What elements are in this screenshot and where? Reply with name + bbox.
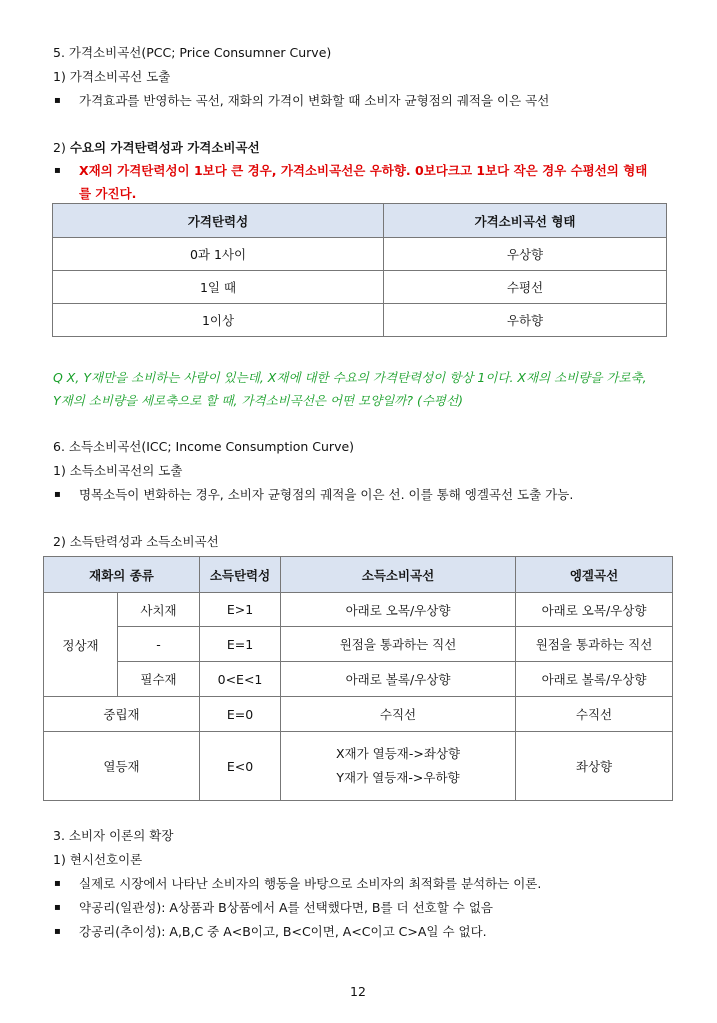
table-cell: E<0 [200,732,281,801]
bullet-icon: ▪ [54,165,61,176]
icc-line1: X재가 열등재->좌상향 [335,746,461,761]
table-row [44,697,673,732]
table-header: 엥겔곡선 [516,557,673,593]
income-elasticity-table [43,556,673,801]
table-cell: 수직선 [281,697,516,732]
table-cell [281,732,516,801]
table-cell: 필수재 [118,662,200,697]
section6-sub2: 2) 소득탄력성과 소득소비곡선 [53,534,219,549]
question-line1: Q X, Y재만을 소비하는 사람이 있는데, X재에 대한 수요의 가격탄력성이 항상 1이다. X재의 소비량을 가로축, [53,370,647,385]
icc-line2: Y재가 열등재->우하향 [336,770,460,785]
price-elasticity-table [52,203,667,337]
table-cell: 사치재 [118,593,200,627]
question-line2: Y재의 소비량을 세로축으로 할 때, 가격소비곡선은 어떤 모양일까? (수평선) [53,393,463,408]
table-cell: 원점을 통과하는 직선 [281,627,516,662]
page-number: 12 [350,984,366,999]
table-cell: 1이상 [53,304,384,337]
table-row [53,238,667,271]
section5-bullet2-line1: X재의 가격탄력성이 1보다 큰 경우, 가격소비곡선은 우하향. 0보다크고 1보다 작은 경우 수평선의 형태 [79,163,648,178]
table-cell: - [118,627,200,662]
section6-heading: 6. 소득소비곡선(ICC; Income Consumption Curve) [53,439,355,454]
table-cell: 열등재 [44,732,200,801]
table-row [53,271,667,304]
bullet-icon: ▪ [54,878,61,889]
table-row [44,593,673,627]
bullet-icon: ▪ [54,926,61,937]
table-cell: 우하향 [384,304,667,337]
bullet-icon: ▪ [54,95,61,106]
table-row [44,627,673,662]
table-cell: 아래로 오목/우상향 [281,593,516,627]
table-cell: 중립재 [44,697,200,732]
table-header: 소득소비곡선 [281,557,516,593]
table-group-cell: 정상재 [44,593,118,697]
table-cell: 좌상향 [516,732,673,801]
table-row [44,662,673,697]
table-cell: 아래로 볼록/우상향 [516,662,673,697]
table-header: 재화의 종류 [44,557,200,593]
table-row [44,732,673,801]
table-cell: 0<E<1 [200,662,281,697]
bullet-icon: ▪ [54,902,61,913]
table-header: 가격탄력성 [53,204,384,238]
table-cell: 우상향 [384,238,667,271]
section3-sub1: 1) 현시선호이론 [53,852,143,867]
table-header: 소득탄력성 [200,557,281,593]
table-row [53,304,667,337]
table-cell: 아래로 볼록/우상향 [281,662,516,697]
table-cell: 수평선 [384,271,667,304]
table-cell: E=0 [200,697,281,732]
section5-sub1: 1) 가격소비곡선 도출 [53,69,171,84]
bullet-icon: ▪ [54,489,61,500]
section6-bullet1: 명목소득이 변화하는 경우, 소비자 균형점의 궤적을 이은 선. 이를 통해 엥겔곡선 도출 가능. [79,487,574,502]
section3-bullet: 약공리(일관성): A상품과 B상품에서 A를 선택했다면, B를 더 선호할 수 없음 [79,900,493,915]
table-cell: 수직선 [516,697,673,732]
section5-sub2: 2) 수요의 가격탄력성과 가격소비곡선 [53,140,260,155]
section5-bullet1: 가격효과를 반영하는 곡선, 재화의 가격이 변화할 때 소비자 균형점의 궤적을 이은 곡선 [79,93,550,108]
table-cell: E>1 [200,593,281,627]
table-cell: 1일 때 [53,271,384,304]
section3-bullet: 실제로 시장에서 나타난 소비자의 행동을 바탕으로 소비자의 최적화를 분석하는 이론. [79,876,542,891]
table-cell: 아래로 오목/우상향 [516,593,673,627]
section3-bullet: 강공리(추이성): A,B,C 중 A<B이고, B<C이면, A<C이고 C>A일 수 없다. [79,924,487,939]
section5-bullet2-line2: 를 가진다. [79,186,137,201]
section6-sub1: 1) 소득소비곡선의 도출 [53,463,183,478]
table-cell: 0과 1사이 [53,238,384,271]
section5-heading: 5. 가격소비곡선(PCC; Price Consumner Curve) [53,45,332,60]
table-header: 가격소비곡선 형태 [384,204,667,238]
table-cell: E=1 [200,627,281,662]
table-cell: 원점을 통과하는 직선 [516,627,673,662]
section3-heading: 3. 소비자 이론의 확장 [53,828,174,843]
